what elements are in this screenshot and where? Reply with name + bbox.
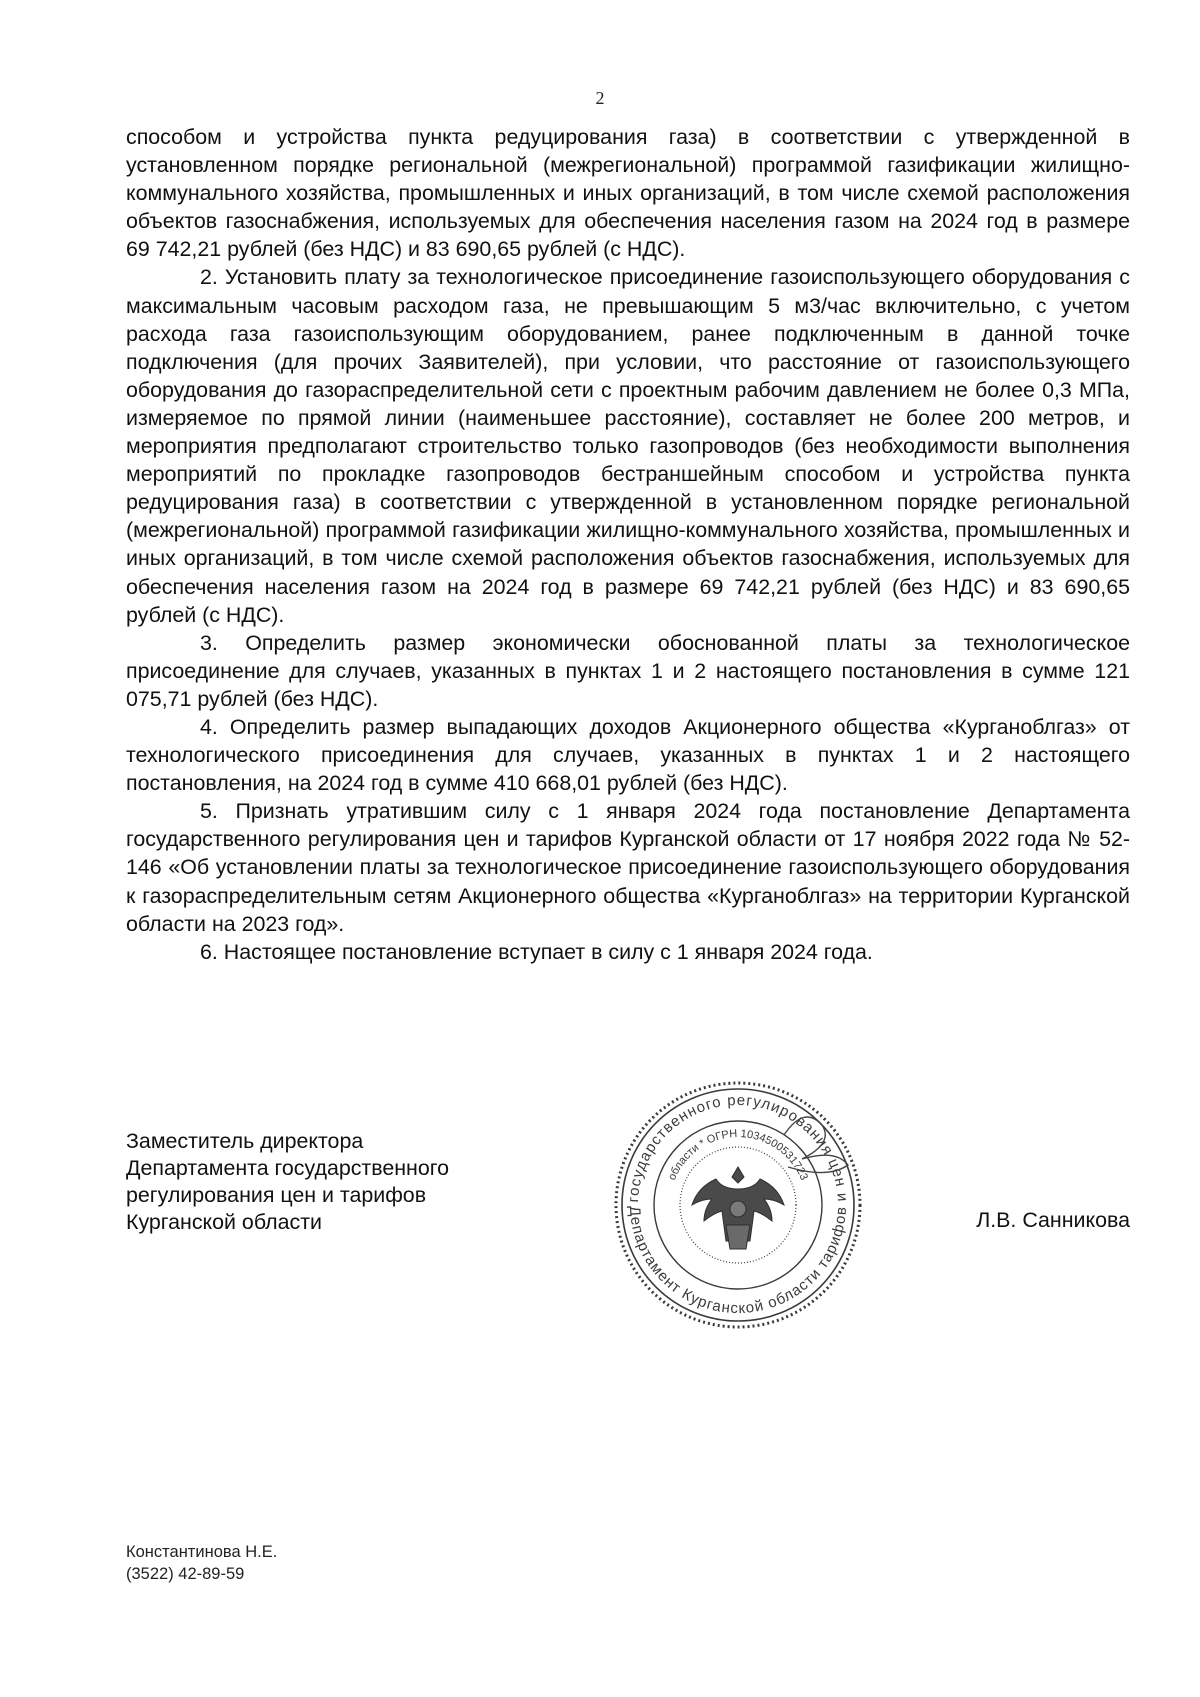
seal-bottom-text: Департамент Курганской области тарифов [625, 1205, 851, 1318]
paragraph-item-5: 5. Признать утратившим силу с 1 января 2024 года постановление Департамента государственного регулирования цен и тарифов Курганской области от 17 ноября 2022 года № 52-146 «Об установлении платы за технологическое присоединение газоиспользующего оборудования к газораспределительным сетям Акционерного общества «Курганоблгаз» на территории Курганской области на 2023 год». [126, 799, 1130, 936]
position-line: Заместитель директора [126, 1129, 364, 1153]
paragraph-item-4: 4. Определить размер выпадающих доходов Акционерного общества «Курганоблгаз» от технологического присоединения для случаев, указанных в пунктах 1 и 2 настоящего постановления, на 2024 год в сумме 410 668,01 рублей (без НДС). [126, 714, 1130, 796]
executor-info [126, 1541, 277, 1585]
page-number: 2 [595, 88, 605, 108]
signer-name: Л.В. Санникова [976, 1208, 1130, 1232]
executor-name: Константинова Н.Е. [126, 1543, 278, 1561]
paragraph-item-6: 6. Настоящее постановление вступает в силу с 1 января 2024 года. [200, 939, 873, 964]
paragraph-continuation: способом и устройства пункта редуцирования газа) в соответствии с утвержденной в установленном порядке региональной (межрегиональной) программой газификации жилищно-коммунального хозяйства, промышленных и иных организаций, в том числе схемой расположения объектов газоснабжения, используемых для обеспечения населения газом на 2024 год в размере 69 742,21 рублей (без НДС) и 83 690,65 рублей (с НДС). [126, 125, 1130, 262]
signatory-position [126, 1128, 449, 1236]
svg-text:государственного регулирования [625, 1092, 851, 1203]
coat-of-arms-emblem [692, 1167, 784, 1249]
seal-graphic [608, 1075, 868, 1335]
paragraph-item-2: 2. Установить плату за технологическое присоединение газоиспользующего оборудования с максимальным часовым расходом газа, не превышающим 5 м3/час включительно, с учетом расхода газа газоиспользующим оборудованием, ранее подключенным в данной точке подключения (для прочих Заявителей), при условии, что расстояние от газоиспользующего оборудования до газораспределительной сети с проектным рабочим давлением не более 0,3 МПа, измеряемое по прямой линии (наименьшее расстояние), составляет не более 200 метров, и мероприятия предполагают строительство только газопроводов (без необходимости выполнения мероприятий по прокладке газопроводов бестраншейным способом и устройства пункта редуцирования газа) в соответствии с утвержденной в установленном порядке региональной (межрегиональной) программой газификации жилищно-коммунального хозяйства, промышленных и иных организаций, в том числе схемой расположения объектов газоснабжения, используемых для обеспечения населения газом на 2024 год в размере 69 742,21 рублей (без НДС) и 83 690,65 рублей (с НДС). [126, 265, 1130, 627]
position-line: Департамента государственного [126, 1156, 449, 1180]
seal-inner-text: области * ОГРН 1034500531723 [666, 1127, 810, 1183]
document-body [126, 123, 1130, 966]
paragraph-item-3: 3. Определить размер экономически обоснованной платы за технологическое присоединение для случаев, указанных в пунктах 1 и 2 настоящего постановления в сумме 121 075,71 рублей (без НДС). [126, 630, 1130, 711]
position-line: регулирования цен и тарифов [126, 1183, 427, 1207]
official-seal-stamp [608, 1075, 868, 1335]
seal-top-text: государственного регулирования цен и [625, 1091, 852, 1203]
position-line: Курганской области [126, 1210, 322, 1234]
executor-phone: (3522) 42-89-59 [126, 1565, 245, 1583]
